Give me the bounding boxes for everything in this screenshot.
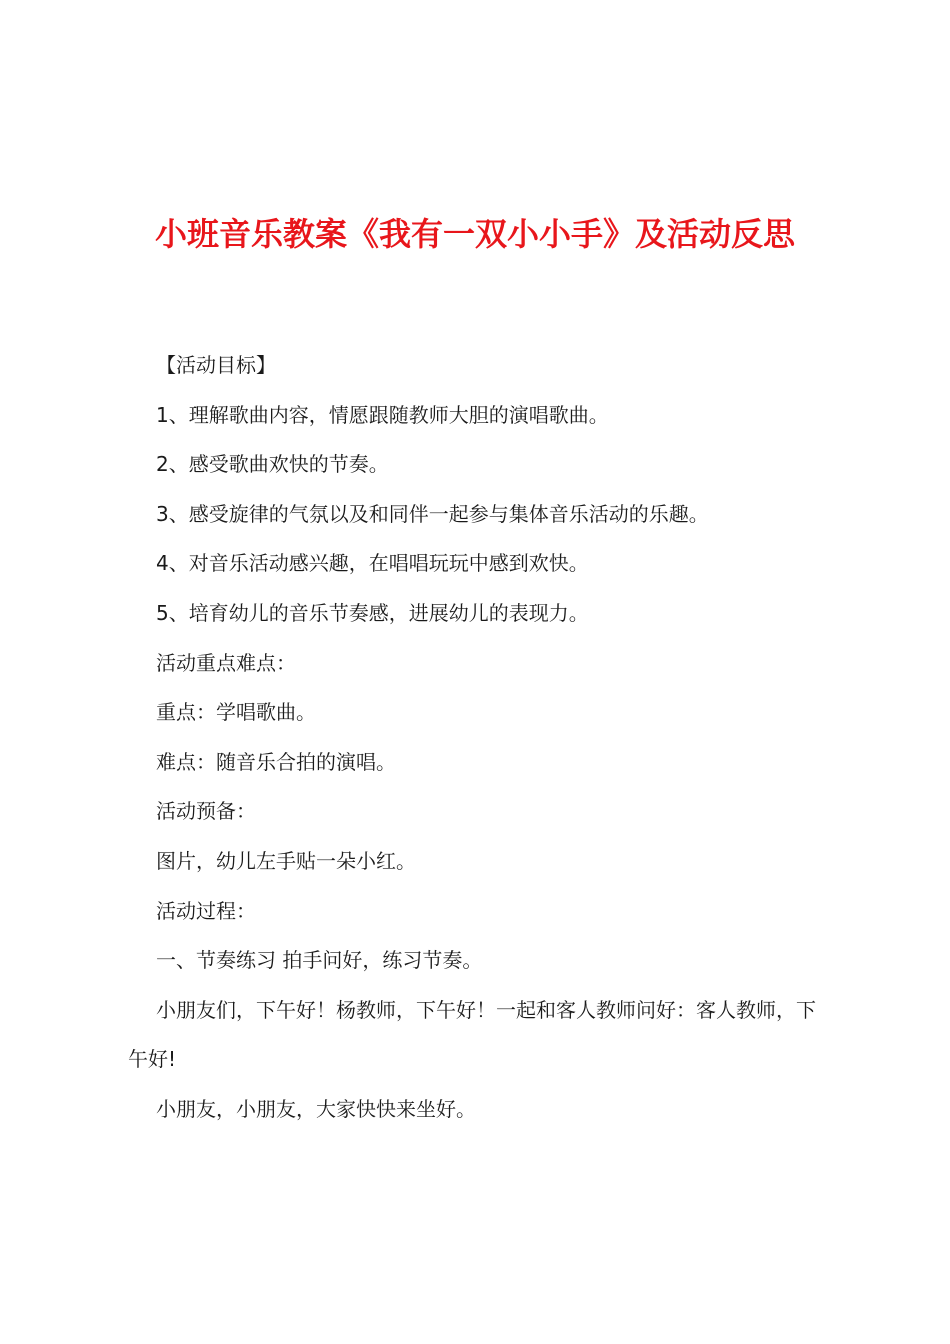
objective-item: 3、感受旋律的气氛以及和同伴一起参与集体音乐活动的乐趣。: [156, 501, 709, 526]
section-heading-key-points: 活动重点难点：: [156, 650, 296, 675]
difficult-point: 难点：随音乐合拍的演唱。: [156, 749, 396, 774]
objective-item: 2、感受歌曲欢快的节奏。: [156, 452, 389, 477]
section-heading-process: 活动过程：: [156, 898, 256, 923]
section-heading-objectives: 【活动目标】: [156, 353, 276, 377]
process-step: 一、节奏练习 拍手问好，练习节奏。: [156, 948, 483, 973]
document-title: 小班音乐教案《我有一双小小手》及活动反思: [154, 215, 795, 253]
objective-item: 4、对音乐活动感兴趣，在唱唱玩玩中感到欢快。: [156, 551, 589, 576]
document-body: [128, 341, 833, 1135]
process-text: 小朋友，小朋友，大家快快来坐好。: [156, 1096, 476, 1121]
preparation-text: 图片，幼儿左手贴一朵小红。: [156, 848, 416, 873]
key-point: 重点：学唱歌曲。: [156, 700, 316, 725]
section-heading-preparation: 活动预备：: [156, 799, 256, 824]
objective-item: 1、理解歌曲内容，情愿跟随教师大胆的演唱歌曲。: [156, 402, 609, 427]
process-text: 小朋友们，下午好！杨教师，下午好！一起和客人教师问好：客人教师，下午好!: [128, 997, 816, 1072]
objective-item: 5、培育幼儿的音乐节奏感，进展幼儿的表现力。: [156, 600, 589, 625]
